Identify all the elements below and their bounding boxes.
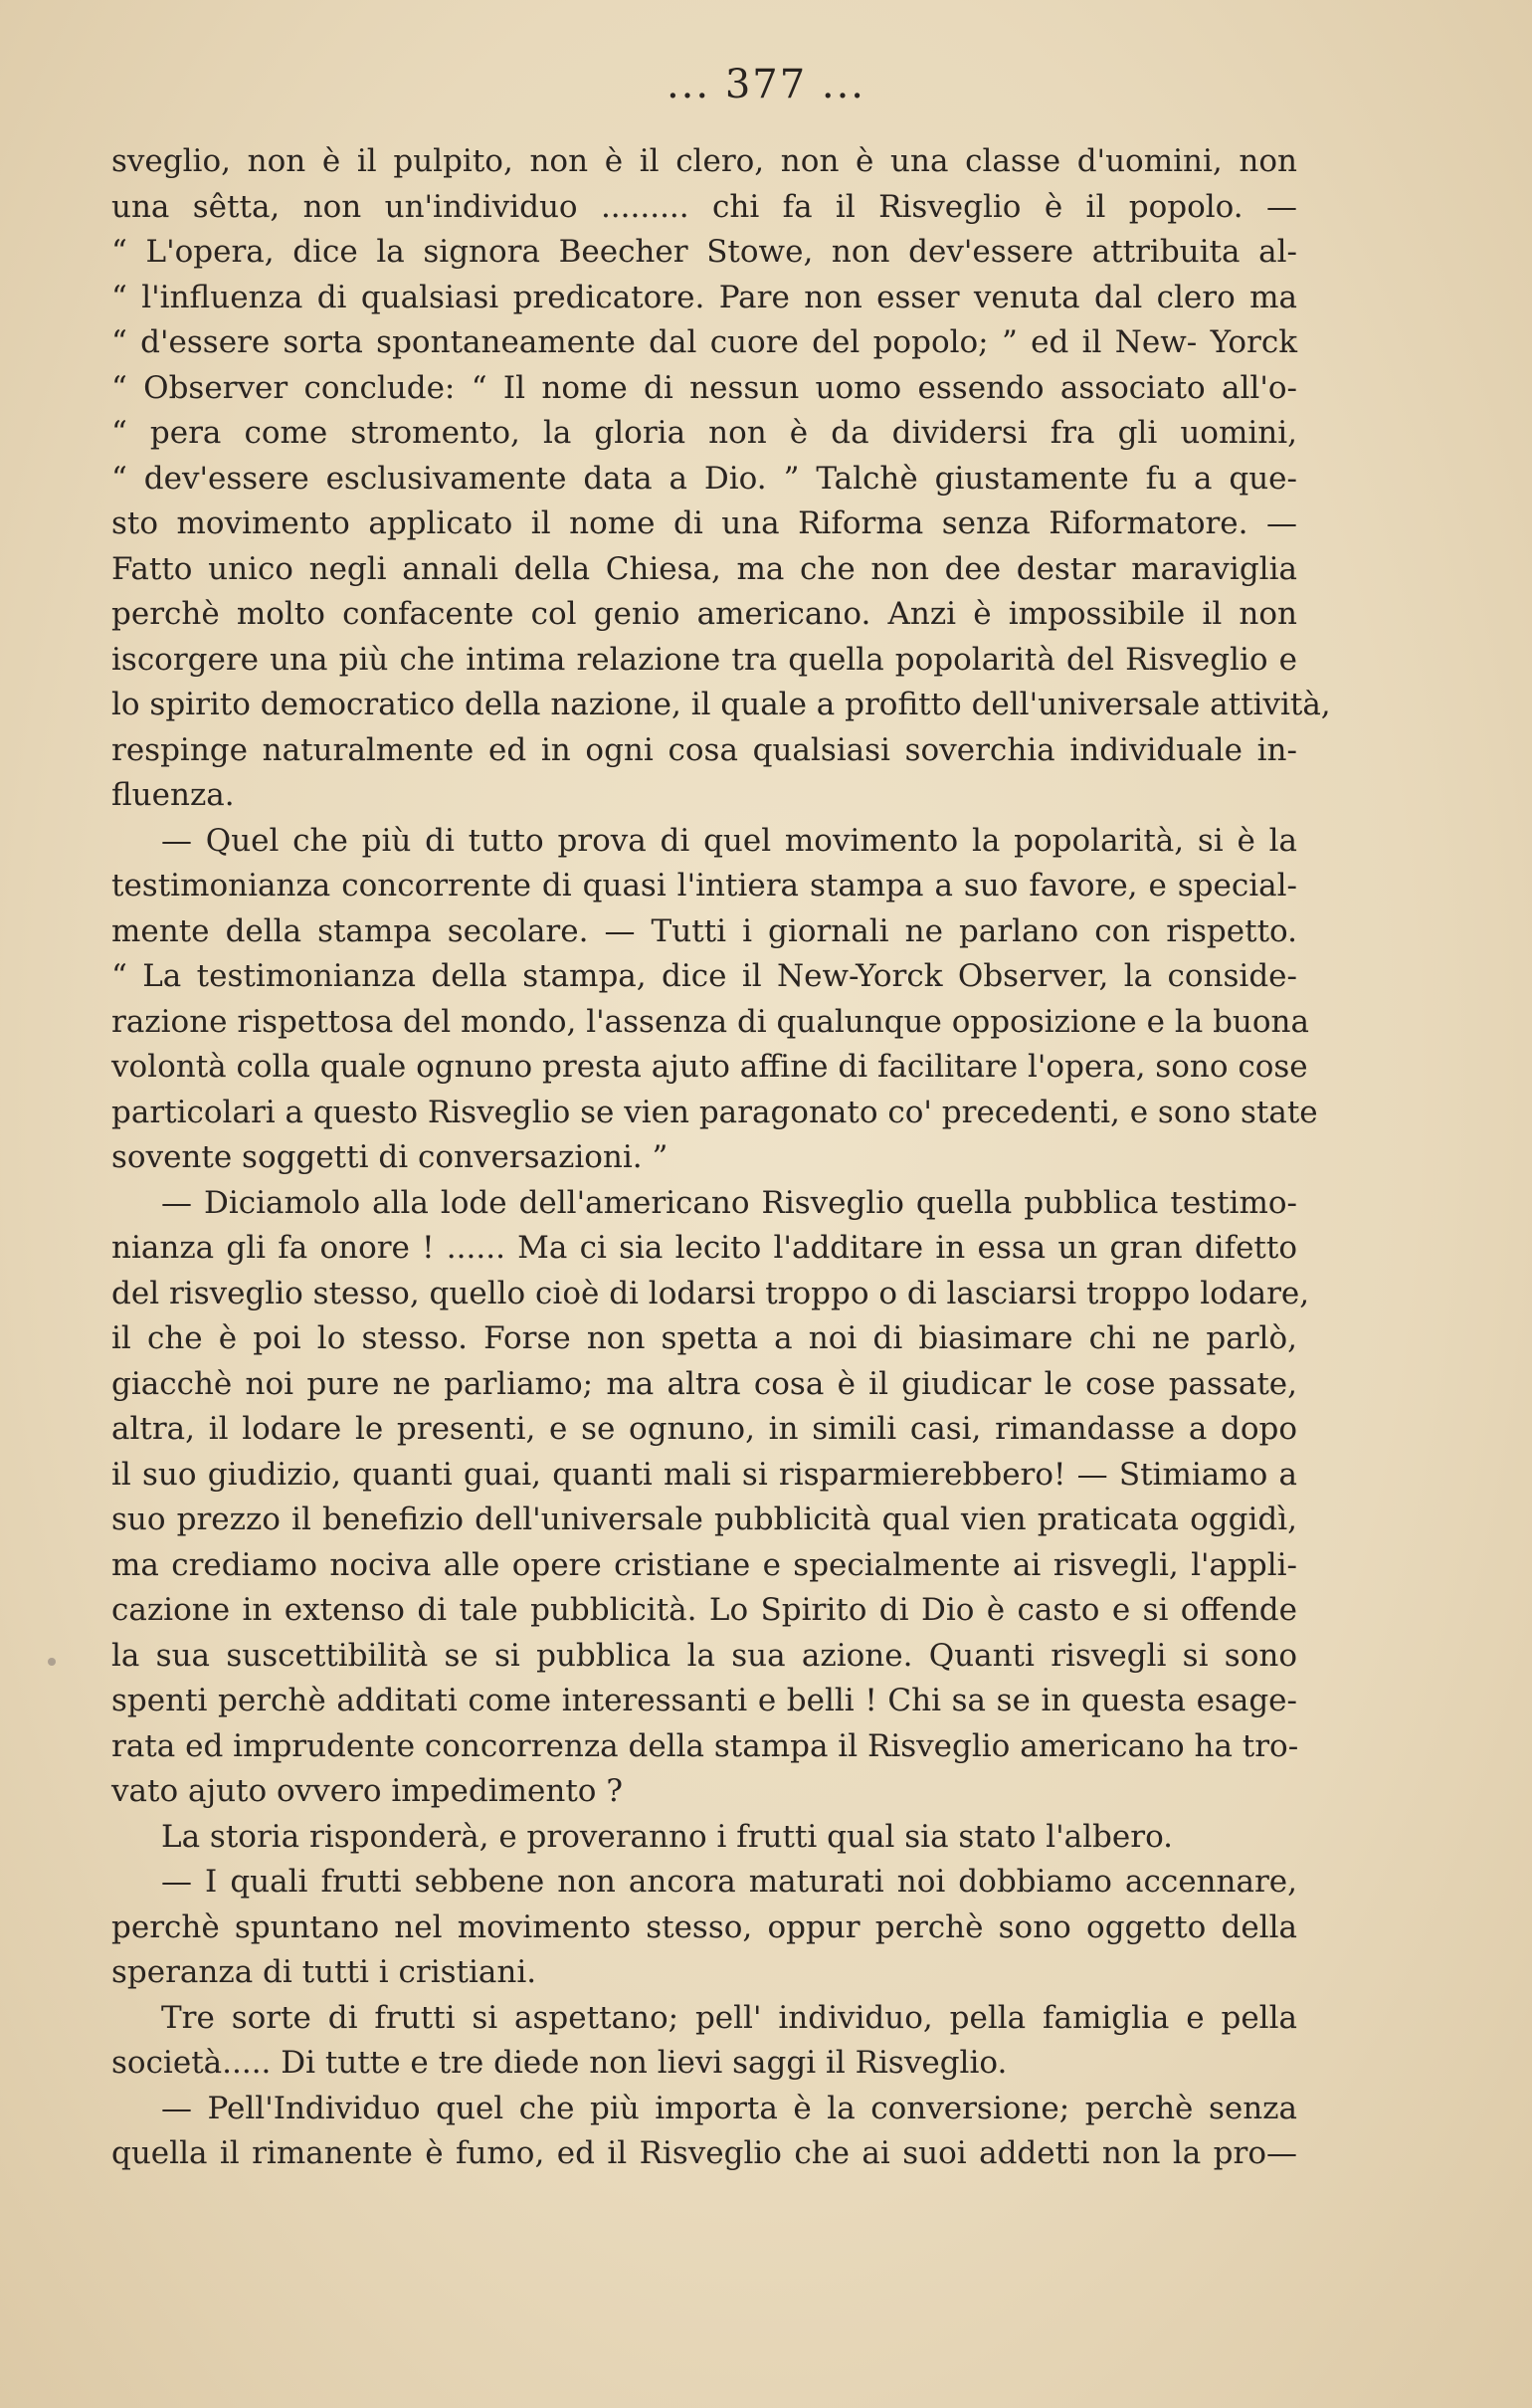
text-line: “ dev'essere esclusivamente data a Dio. ” Talchè giustamente fu a que- (111, 460, 1297, 497)
text-line: — Pell'Individuo quel che più importa è la conversione; perchè senza (161, 2090, 1297, 2126)
text-line: del risveglio stesso, quello cioè di lodarsi troppo o di lasciarsi troppo lodare, (111, 1275, 1310, 1311)
text-line: sto movimento applicato il nome di una Riforma senza Riformatore. — (111, 505, 1297, 541)
text-line: perchè molto confacente col genio americano. Anzi è impossibile il non (111, 596, 1297, 632)
text-line: la sua suscettibilità se si pubblica la sua azione. Quanti risvegli si sono (111, 1637, 1297, 1674)
text-line: giacchè noi pure ne parliamo; ma altra cosa è il giudicar le cose passate, (111, 1365, 1297, 1402)
text-line: “ L'opera, dice la signora Beecher Stowe, non dev'essere attribuita al- (111, 234, 1297, 270)
text-line: “ pera come stromento, la gloria non è da dividersi fra gli uomini, (111, 415, 1297, 451)
text-line: sveglio, non è il pulpito, non è il clero, non è una classe d'uomini, non (111, 143, 1297, 179)
text-line: quella il rimanente è fumo, ed il Risveglio che ai suoi addetti non la pro— (111, 2135, 1297, 2171)
margin-mark (48, 1658, 56, 1666)
text-line: respinge naturalmente ed in ogni cosa qualsiasi soverchia individuale in- (111, 731, 1297, 768)
text-line: Fatto unico negli annali della Chiesa, ma che non dee destar maraviglia (111, 550, 1297, 587)
text-line: “ Observer conclude: “ Il nome di nessun uomo essendo associato all'o- (111, 369, 1297, 406)
text-line: nianza gli fa onore ! ...... Ma ci sia lecito l'additare in essa un gran difetto (111, 1230, 1297, 1266)
body-text (111, 139, 1331, 2177)
text-line: razione rispettosa del mondo, l'assenza di qualunque opposizione e la buona (111, 1003, 1309, 1040)
text-line: — Quel che più di tutto prova di quel movimento la popolarità, si è la (161, 822, 1297, 859)
text-line: società..... Di tutte e tre diede non lievi saggi il Risveglio. (111, 2045, 1008, 2081)
text-line: ma crediamo nociva alle opere cristiane e specialmente ai risvegli, l'appli- (111, 1546, 1297, 1583)
text-line: speranza di tutti i cristiani. (111, 1954, 537, 1990)
text-line: vato ajuto ovvero impedimento ? (111, 1773, 623, 1809)
text-line: Tre sorte di frutti si aspettano; pell' individuo, pella famiglia e pella (161, 1999, 1297, 2036)
text-line: suo prezzo il benefizio dell'universale pubblicità qual vien praticata oggidì, (111, 1502, 1297, 1537)
text-line: “ d'essere sorta spontaneamente dal cuore del popolo; ” ed il New- Yorck (111, 324, 1297, 360)
text-line: il suo giudizio, quanti guai, quanti mali si risparmierebbero! — Stimiamo a (111, 1456, 1297, 1493)
text-line: una sêtta, non un'individuo ......... chi fa il Risveglio è il popolo. — (111, 188, 1297, 225)
text-line: lo spirito democratico della nazione, il quale a profitto dell'universale attività, (111, 687, 1331, 722)
text-line: rata ed imprudente concorrenza della stampa il Risveglio americano ha tro- (111, 1727, 1299, 1764)
text-line: perchè spuntano nel movimento stesso, oppur perchè sono oggetto della (111, 1908, 1297, 1945)
text-line: volontà colla quale ognuno presta ajuto affine di facilitare l'opera, sono cose (111, 1049, 1308, 1085)
text-line: — I quali frutti sebbene non ancora maturati noi dobbiamo accennare, (161, 1864, 1297, 1900)
text-line: sovente soggetti di conversazioni. ” (111, 1139, 669, 1175)
text-line: il che è poi lo stesso. Forse non spetta a noi di biasimare chi ne parlò, (111, 1320, 1297, 1356)
text-line: fluenza. (111, 777, 235, 813)
page-number: ... 377 ... (666, 62, 866, 107)
text-line: particolari a questo Risveglio se vien paragonato co' precedenti, e sono state (111, 1094, 1318, 1130)
text-line: “ La testimonianza della stampa, dice il New-Yorck Observer, la conside- (111, 958, 1297, 994)
text-line: testimonianza concorrente di quasi l'intiera stampa a suo favore, e special- (111, 868, 1297, 903)
text-line: spenti perchè additati come interessanti e belli ! Chi sa se in questa esage- (111, 1683, 1297, 1718)
text-line: altra, il lodare le presenti, e se ognuno, in simili casi, rimandasse a dopo (111, 1411, 1297, 1447)
text-line: cazione in extenso di tale pubblicità. Lo Spirito di Dio è casto e si offende (111, 1592, 1297, 1628)
text-line: La storia risponderà, e proveranno i frutti qual sia stato l'albero. (161, 1818, 1174, 1855)
text-line: mente della stampa secolare. — Tutti i giornali ne parlano con rispetto. (111, 912, 1297, 949)
text-line: iscorgere una più che intima relazione tra quella popolarità del Risveglio e (111, 641, 1297, 678)
text-line: “ l'influenza di qualsiasi predicatore. Pare non esser venuta dal clero ma (111, 279, 1297, 315)
text-line: — Diciamolo alla lode dell'americano Risveglio quella pubblica testimo- (161, 1184, 1297, 1221)
